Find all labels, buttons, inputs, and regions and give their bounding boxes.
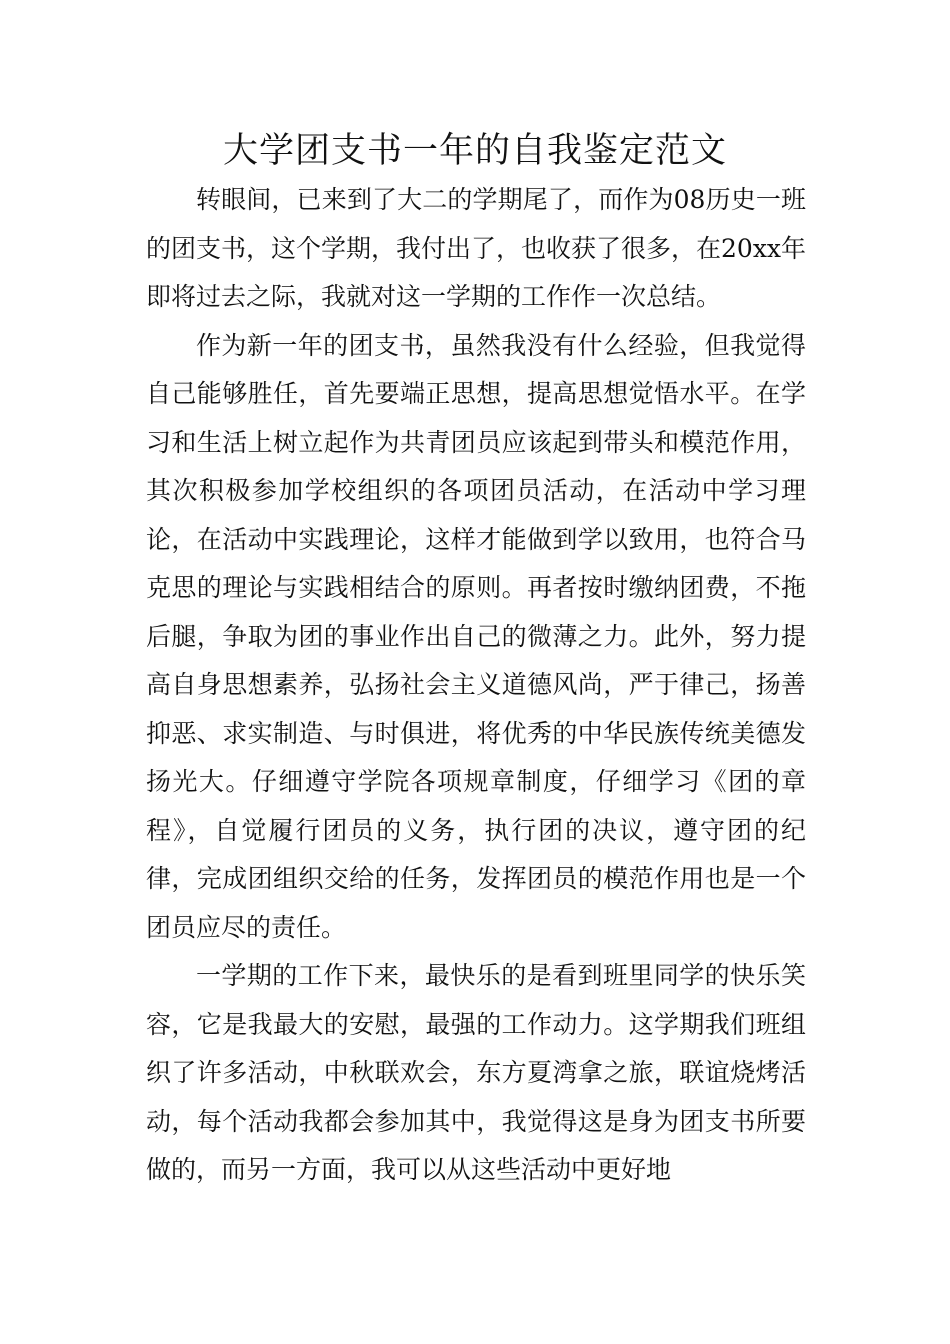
paragraph-3: 一学期的工作下来，最快乐的是看到班里同学的快乐笑容，它是我最大的安慰，最强的工作动力。这学期我们班组织了许多活动，中秋联欢会，东方夏湾拿之旅，联谊烧烤活动，每个活动我都会参加其中，我觉得这是身为团支书所要做的，而另一方面，我可以从这些活动中更好地: [146, 961, 806, 1184]
paragraph-1: 转眼间，已来到了大二的学期尾了，而作为08历史一班的团支书，这个学期，我付出了，也收获了很多，在20xx年即将过去之际，我就对这一学期的工作作一次总结。: [146, 185, 807, 311]
paragraph-2: 作为新一年的团支书，虽然我没有什么经验，但我觉得自己能够胜任，首先要端正思想，提高思想觉悟水平。在学习和生活上树立起作为共青团员应该起到带头和模范作用，其次积极参加学校组织的各项团员活动，在活动中学习理论，在活动中实践理论，这样才能做到学以致用，也符合马克思的理论与实践相结合的原则。再者按时缴纳团费，不拖后腿，争取为团的事业作出自己的微薄之力。此外，努力提高自身思想素养，弘扬社会主义道德风尚，严于律己，扬善抑恶、求实制造、与时俱进，将优秀的中华民族传统美德发扬光大。仔细遵守学院各项规章制度，仔细学习《团的章程》，自觉履行团员的义务，执行团的决议，遵守团的纪律，完成团组织交给的任务，发挥团员的模范作用也是一个团员应尽的责任。: [146, 330, 806, 942]
document-body: [146, 176, 806, 1195]
document-title: 大学团支书一年的自我鉴定范文: [222, 131, 727, 171]
